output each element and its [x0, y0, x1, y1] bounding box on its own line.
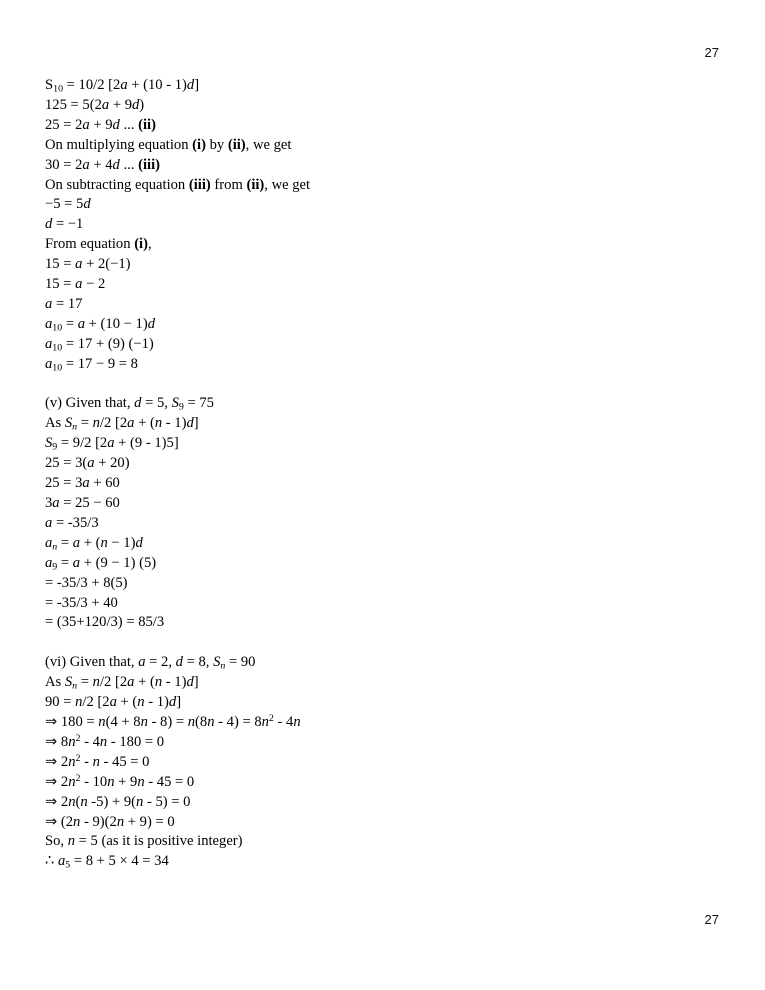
- text-line: ⇒ 2n(n -5) + 9(n - 5) = 0: [45, 793, 191, 810]
- text-line: ⇒ (2n - 9)(2n + 9) = 0: [45, 813, 175, 830]
- blank-line: [45, 633, 725, 653]
- text-line: ⇒ $2n^2 - 10n + 9n - 45 = 0$: [45, 772, 195, 790]
- text-line: = -35/3 + 8(5): [45, 574, 128, 591]
- page-number-top: 27: [704, 45, 719, 60]
- text-line: 25 = 2a + 9d ... (ii): [45, 116, 156, 133]
- text-line: (vi) Given that, a = 2, d = 8, $S_n = 90$: [45, 654, 256, 672]
- text-line: So, n = 5 (as it is positive integer): [45, 833, 243, 850]
- text-line: d = −1: [45, 216, 84, 233]
- page-number-bottom: 27: [704, 912, 719, 927]
- text-line: As $S_n = n/2$ [2a + (n - 1)d]: [45, 674, 199, 692]
- text-line: a = 17: [45, 295, 83, 312]
- text-line: $a_{10} = 17 + (9)$ (−1): [45, 335, 154, 354]
- text-line: 15 = a + 2(−1): [45, 256, 131, 273]
- text-line: ∴ $a_5 = 8 + 5 \times 4 = 34$: [45, 853, 169, 871]
- text-line: $a_{10} = 17 - 9 = 8$: [45, 355, 138, 374]
- text-line: $a_{10} = a + (10 - 1)d$: [45, 315, 155, 334]
- text-line: a = -35/3: [45, 514, 99, 531]
- text-line: 90 = n/2 [2a + (n - 1)d]: [45, 694, 182, 711]
- text-line: 25 = 3a + 60: [45, 475, 120, 492]
- blank-line: [45, 375, 725, 395]
- text-line: (v) Given that, d = 5, $S_9 = 75$: [45, 395, 214, 413]
- text-line: On multiplying equation (i) by (ii), we get: [45, 136, 292, 153]
- text-line: 25 = 3(a + 20): [45, 455, 130, 472]
- text-line: ⇒ $180 = n(4 + 8n - 8) = n(8n - 4) = 8n^2 - 4n$: [45, 713, 301, 730]
- text-line: 15 = a − 2: [45, 276, 106, 293]
- text-line: 125 = 5(2a + 9d): [45, 96, 145, 113]
- document-body: [45, 76, 725, 872]
- text-line: = (35+120/3) = 85/3: [45, 614, 165, 631]
- text-line: From equation (i),: [45, 236, 152, 253]
- text-line: ⇒ $8n^2 - 4n - 180 = 0$: [45, 732, 165, 750]
- text-line: ⇒ $2n^2 - n - 45 = 0$: [45, 752, 150, 770]
- text-line: $S_{10} = 10/2$ [2a + (10 - 1)d]: [45, 77, 200, 95]
- text-line: $S_9 = 9/2$ [2a + (9 - 1)5]: [45, 435, 179, 453]
- text-line: On subtracting equation (iii) from (ii), we get: [45, 176, 311, 193]
- text-line: = -35/3 + 40: [45, 594, 118, 611]
- text-line: 30 = 2a + 4d ... (iii): [45, 156, 160, 173]
- text-line: $a_n = a + (n - 1)d$: [45, 534, 143, 553]
- text-line: $a_9 = a + (9 - 1)$ (5): [45, 554, 157, 573]
- text-line: −5 = 5d: [45, 196, 91, 213]
- text-line: As $S_n = n/2$ [2a + (n - 1)d]: [45, 415, 199, 433]
- text-line: 3a = 25 − 60: [45, 495, 120, 512]
